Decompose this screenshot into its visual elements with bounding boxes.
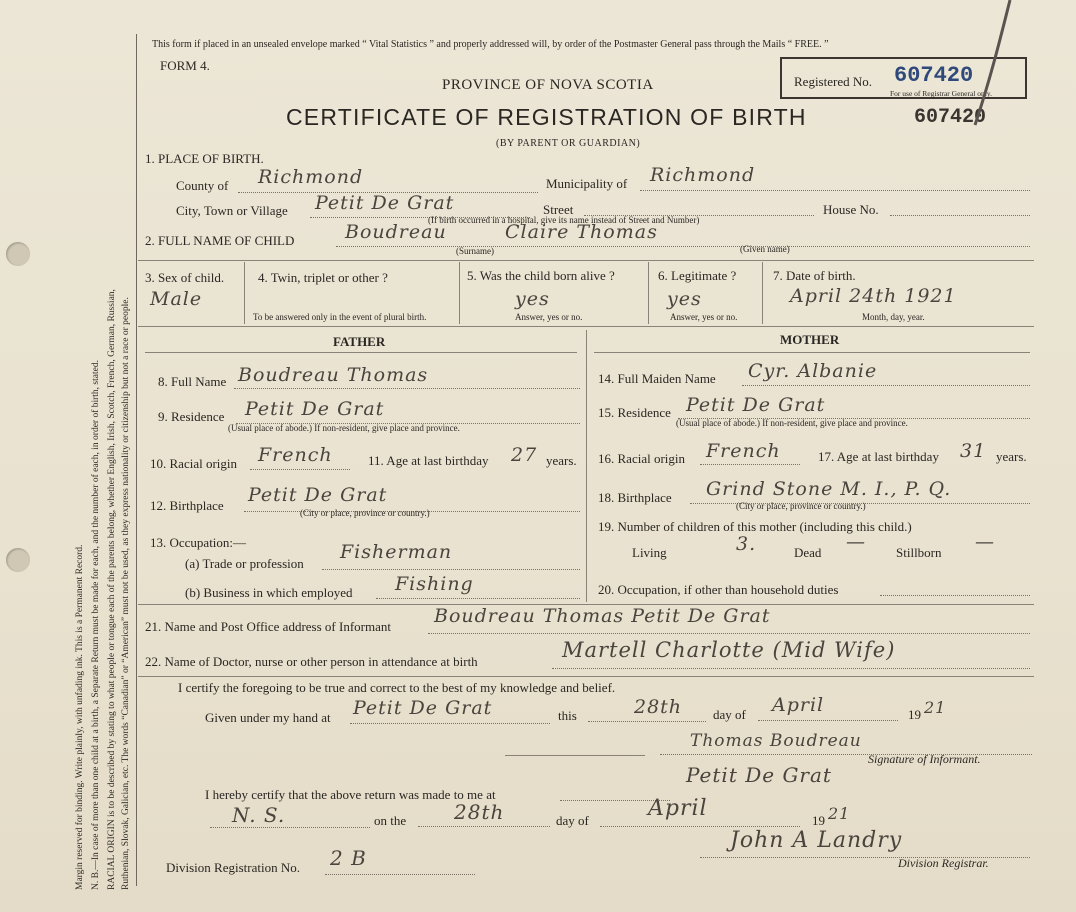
registrar-signature: John A Landry [730,828,903,853]
dob-note: Month, day, year. [862,312,925,322]
alive-value: yes [515,288,550,310]
father-name-label: 8. Full Name [158,374,227,389]
province-heading: PROVINCE OF NOVA SCOTIA [442,77,654,93]
on-the-label: on the [374,813,407,828]
this-label: this [558,708,577,723]
binding-hole [6,548,30,572]
registrar-month: April [648,796,708,821]
mother-res-label: 15. Residence [598,405,671,420]
father-business: Fishing [395,573,474,595]
stillborn-count: — [975,531,995,553]
father-res-note: (Usual place of abode.) If non-resident, give place and province. [228,423,460,433]
hospital-note: (If birth occurred in a hospital, give its name instead of Street and Number) [428,215,700,225]
mother-race-label: 16. Racial origin [598,451,686,466]
margin-note-3: RACIAL ORIGIN is to be described by stating to what people or tongue each of the parents belong, whether English, Irish, Scotch, French, German, Russian, [107,289,117,890]
father-age: 27 [511,444,538,466]
house-label: House No. [823,202,879,217]
dead-label: Dead [794,545,822,560]
alive-note: Answer, yes or no. [515,312,583,322]
binding-hole [6,242,30,266]
certify-line: I certify the foregoing to be true and correct to the best of my knowledge and belief. [178,680,616,695]
registrar-day: 28th [454,800,505,824]
father-age-label: 11. Age at last birthday [368,453,489,468]
informant-label: 21. Name and Post Office address of Informant [145,619,391,634]
frame-left [136,34,137,886]
legit-value: yes [667,288,702,310]
city-label: City, Town or Village [176,203,288,218]
legit-label: 6. Legitimate ? [658,268,737,283]
father-birthplace: Petit De Grat [248,484,388,506]
legit-note: Answer, yes or no. [670,312,738,322]
signature-label: Signature of Informant. [868,752,981,766]
street-label: Street [543,202,574,217]
mother-bp-note: (City or place, province or country.) [736,501,866,511]
living-label: Living [632,545,667,560]
father-trade: Fisherman [340,541,453,563]
margin-note-4: Ruthenian, Slovak, Galician, etc. The words “Canadian” or “American” must not be used, as they express nationality or citizenship but not a race or people. [121,297,131,890]
given-place: Petit De Grat [353,697,493,719]
registered-note: For use of Registrar General only. [890,89,992,98]
mother-res-note: (Usual place of abode.) If non-resident, give place and province. [676,418,908,428]
county-label: County of [176,178,229,193]
registrar-year: 21 [828,804,851,823]
mother-race: French [706,440,781,462]
mother-bp-label: 18. Birthplace [598,490,672,505]
dob-value: April 24th 1921 [790,285,957,307]
registrar-label: Division Registrar. [898,856,989,870]
registered-label: Registered No. [794,74,872,89]
division-number: 2 B [330,846,367,870]
registrar-year-prefix: 19 [812,813,825,828]
living-count: 3. [736,533,757,555]
child-surname: Boudreau [345,221,447,243]
mother-name: Cyr. Albanie [748,360,878,382]
business-label: (b) Business in which employed [185,585,353,600]
father-res-label: 9. Residence [158,409,225,424]
dob-label: 7. Date of birth. [773,268,856,283]
margin-note-1: Margin reserved for binding. Write plainly, with unfading ink. This is a Permanent Record. [75,544,85,890]
given-year: 21 [924,698,947,717]
father-heading: FATHER [333,334,386,349]
stillborn-label: Stillborn [896,545,942,560]
child-name-label: 2. FULL NAME OF CHILD [145,233,295,248]
county-value: Richmond [258,166,364,188]
child-given-name: Claire Thomas [505,221,658,243]
father-bp-label: 12. Birthplace [150,498,224,513]
municipality-label: Municipality of [546,176,628,191]
registrar-place: N. S. [232,803,286,827]
division-label: Division Registration No. [166,860,300,875]
trade-label: (a) Trade or profession [185,556,304,571]
surname-note: (Surname) [456,246,494,256]
father-bp-note: (City or place, province or country.) [300,508,430,518]
sex-value: Male [150,288,203,310]
mother-heading: MOTHER [780,332,840,347]
doctor-label: 22. Name of Doctor, nurse or other person in attendance at birth [145,654,478,669]
registrar-line: I hereby certify that the above return was made to me at [205,787,496,802]
twin-note: To be answered only in the event of plural birth. [253,312,427,322]
father-race-label: 10. Racial origin [150,456,238,471]
mother-age-label: 17. Age at last birthday [818,449,939,464]
father-race: French [258,444,333,466]
given-month: April [772,694,825,716]
mother-birthplace: Grind Stone M. I., P. Q. [706,478,952,500]
mother-years: years. [996,449,1027,464]
given-day: 28th [634,696,683,718]
mother-residence: Petit De Grat [686,394,826,416]
margin-note-2: N. B.—In case of more than one child at a birth, a Separate Return must be made for each, and the number of each, in order of birth, stated. [91,360,101,890]
registrar-day-of: day of [556,813,589,828]
doctor-value: Martell Charlotte (Mid Wife) [562,638,896,662]
postal-notice: This form if placed in an unsealed envelope marked “ Vital Statistics ” and properly addressed will, by order of the Postmaster General pass through the Mails “ FREE. ” [152,39,829,50]
year-prefix: 19 [908,707,921,722]
page-subtitle: (BY PARENT OR GUARDIAN) [496,138,641,149]
municipality-value: Richmond [650,164,756,186]
day-of-label: day of [713,707,746,722]
father-name: Boudreau Thomas [238,364,429,386]
sex-label: 3. Sex of child. [145,270,225,285]
father-residence: Petit De Grat [245,398,385,420]
given-note: (Given name) [740,244,790,254]
page-title: CERTIFICATE OF REGISTRATION OF BIRTH [286,104,807,130]
pen-stroke [930,0,1020,140]
mother-name-label: 14. Full Maiden Name [598,371,716,386]
father-years: years. [546,453,577,468]
place-heading: 1. PLACE OF BIRTH. [145,151,264,166]
registered-number: 607420 [894,63,974,88]
twin-label: 4. Twin, triplet or other ? [258,270,388,285]
mother-age: 31 [960,440,987,462]
given-label: Given under my hand at [205,710,331,725]
signature-place: Petit De Grat [686,763,832,787]
form-number: FORM 4. [160,58,210,73]
occupation-label: 13. Occupation:— [150,535,247,550]
children-label: 19. Number of children of this mother (including this child.) [598,519,912,534]
alive-label: 5. Was the child born alive ? [467,268,615,283]
city-value: Petit De Grat [315,192,455,214]
mother-occ-label: 20. Occupation, if other than household duties [598,582,839,597]
informant-value: Boudreau Thomas Petit De Grat [434,605,771,627]
dead-count: — [846,531,866,553]
informant-signature: Thomas Boudreau [690,731,862,751]
stamped-number: 607420 [914,106,987,129]
